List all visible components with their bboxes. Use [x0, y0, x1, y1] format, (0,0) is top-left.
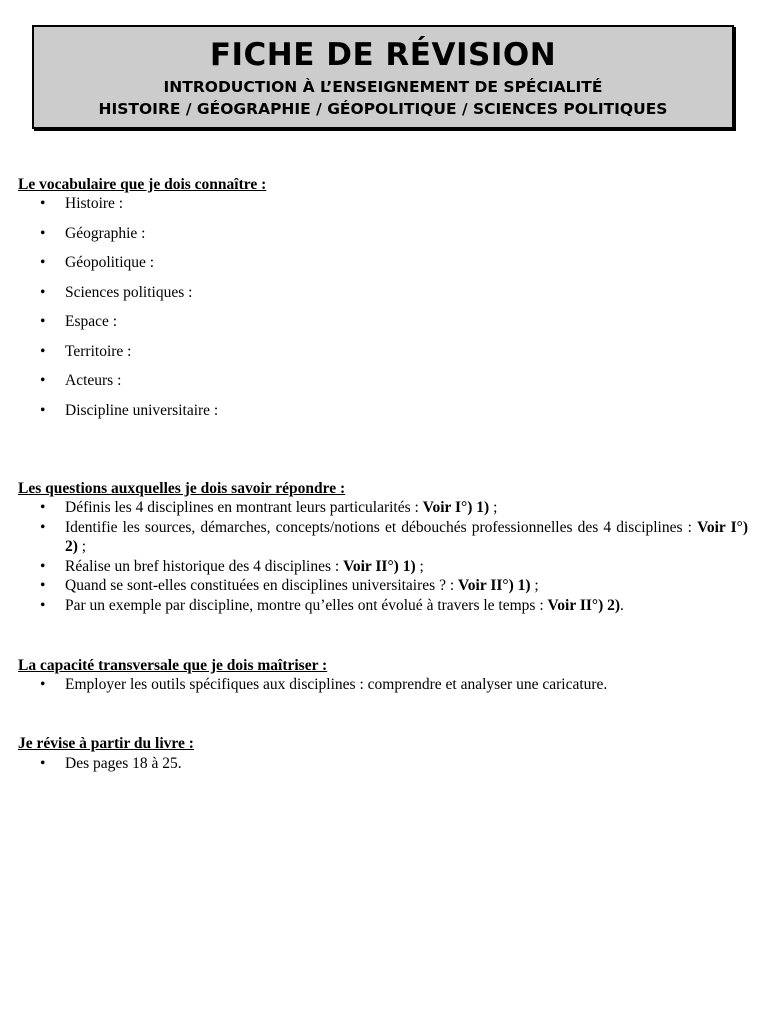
bullet-icon: • [40, 518, 46, 536]
list-item: • Identifie les sources, démarches, concepts/notions et débouchés professionnelles des 4 disciplines : Voir I°) 2) ; [40, 518, 748, 556]
list-item: • Géographie : [40, 224, 146, 242]
list-item: • Discipline universitaire : [40, 401, 219, 419]
bullet-icon: • [40, 676, 46, 693]
bullet-icon: • [40, 254, 46, 271]
bullet-icon: • [40, 755, 46, 772]
header-box [32, 25, 734, 129]
vocabulary-heading: Le vocabulaire que je dois connaître : [18, 176, 267, 193]
list-item: • Géopolitique : [40, 254, 155, 271]
skill-heading: La capacité transversale que je dois maîtriser : [18, 657, 328, 674]
list-item: • Réalise un bref historique des 4 disciplines : Voir II°) 1) ; [40, 557, 424, 575]
book-heading: Je révise à partir du livre : [18, 735, 194, 752]
list-item: • Espace : [40, 313, 118, 330]
bullet-icon: • [40, 596, 46, 614]
bullet-icon: • [40, 577, 46, 595]
bullet-icon: • [40, 372, 46, 389]
bullet-icon: • [40, 224, 46, 242]
list-item: • Histoire : [40, 195, 124, 212]
list-item: • Définis les 4 disciplines en montrant leurs particularités : Voir I°) 1) ; [40, 499, 498, 516]
list-item: • Territoire : [40, 342, 132, 360]
bullet-icon: • [40, 313, 46, 330]
page-title: FICHE DE RÉVISION [209, 37, 557, 73]
skill-list [0, 675, 768, 695]
list-item: • Acteurs : [40, 372, 122, 389]
page-subtitle: INTRODUCTION À L’ENSEIGNEMENT DE SPÉCIALITÉ [163, 78, 603, 96]
questions-heading: Les questions auxquelles je dois savoir répondre : [18, 480, 346, 497]
reference: Voir I°) 1) [422, 499, 490, 516]
list-item: • Par un exemple par discipline, montre qu’elles ont évolué à travers le temps : Voir II°) 2). [40, 596, 624, 614]
questions-list [0, 498, 768, 616]
list-item: • Des pages 18 à 25. [40, 755, 182, 772]
bullet-icon: • [40, 499, 46, 516]
bullet-icon: • [40, 283, 46, 301]
list-item: • Employer les outils spécifiques aux disciplines : comprendre et analyser une caricature. [40, 676, 608, 693]
bullet-icon: • [40, 401, 46, 419]
bullet-icon: • [40, 342, 46, 360]
bullet-icon: • [40, 195, 46, 212]
reference: Voir II°) 1) [343, 557, 416, 575]
list-item: • Quand se sont-elles constituées en disciplines universitaires ? : Voir II°) 1) ; [40, 577, 539, 595]
reference: Voir II°) 2) [547, 596, 621, 614]
list-item: • Sciences politiques : [40, 283, 193, 301]
book-list [0, 754, 768, 774]
reference: Voir I°) 2) [65, 518, 748, 556]
reference: Voir II°) 1) [458, 577, 531, 595]
bullet-icon: • [40, 557, 46, 575]
disciplines-line: HISTOIRE / GÉOGRAPHIE / GÉOPOLITIQUE / SCIENCES POLITIQUES [98, 100, 668, 118]
vocabulary-list [0, 194, 768, 430]
